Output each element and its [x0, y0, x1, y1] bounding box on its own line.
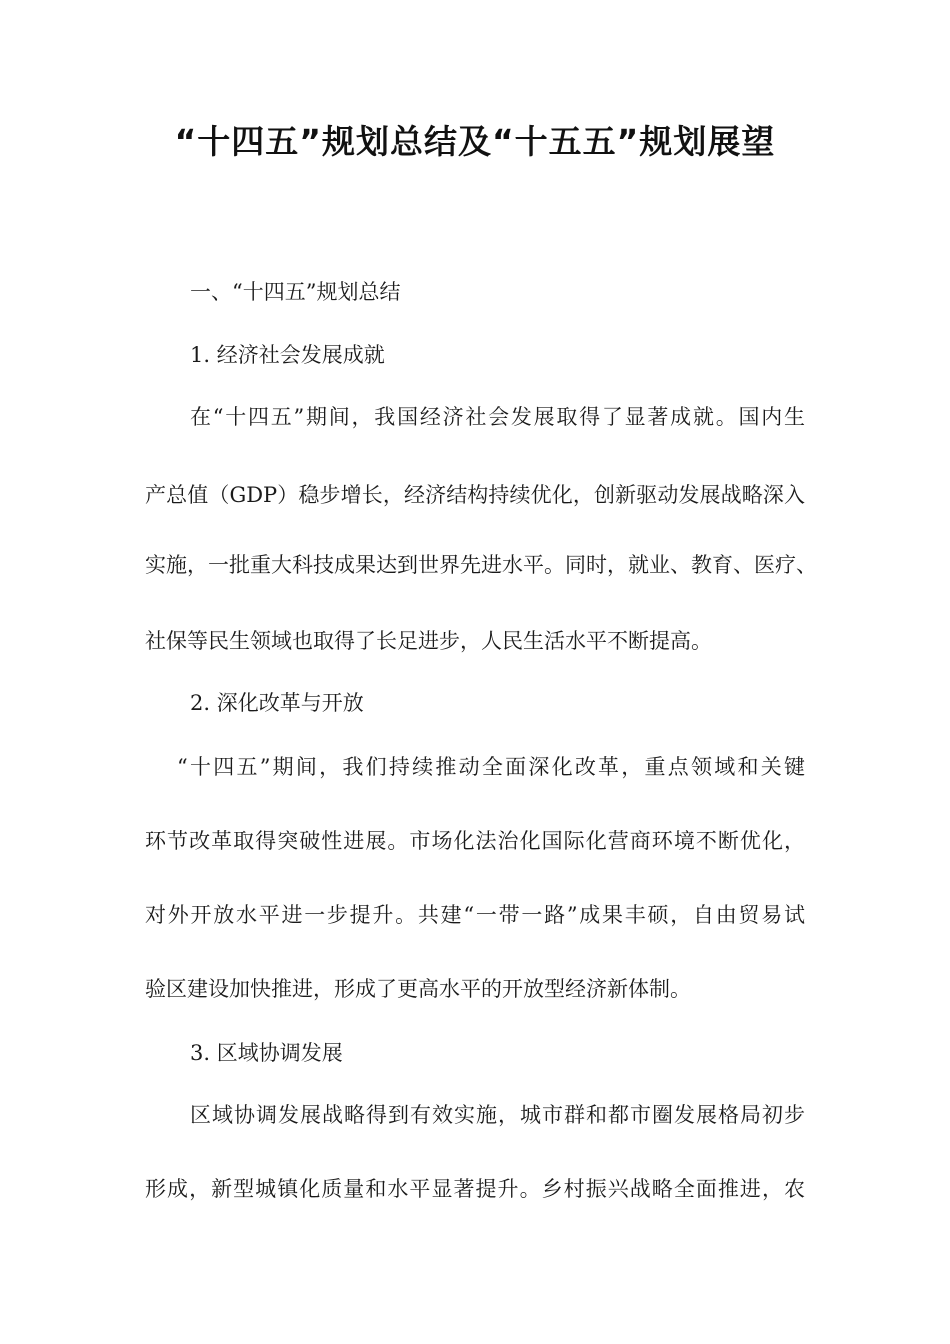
- paragraph-2-line-4: 验区建设加快推进，形成了更高水平的开放型经济新体制。: [145, 977, 691, 1001]
- paragraph-3-line-1: 区域协调发展战略得到有效实施，城市群和都市圈发展格局初步: [190, 1103, 805, 1127]
- subsection-heading-3: 3. 区域协调发展: [190, 1041, 343, 1065]
- paragraph-2-line-3: 对外开放水平进一步提升。共建“一带一路”成果丰硕，自由贸易试: [145, 903, 805, 927]
- paragraph-3-line-2: 形成，新型城镇化质量和水平显著提升。乡村振兴战略全面推进，农: [145, 1177, 805, 1201]
- subsection-heading-2: 2. 深化改革与开放: [190, 691, 364, 715]
- paragraph-2-line-2: 环节改革取得突破性进展。市场化法治化国际化营商环境不断优化，: [145, 829, 805, 853]
- paragraph-1-line-3: 实施，一批重大科技成果达到世界先进水平。同时，就业、教育、医疗、: [145, 553, 817, 577]
- subsection-heading-1: 1. 经济社会发展成就: [190, 343, 385, 367]
- document-title: “十四五”规划总结及“十五五”规划展望: [174, 122, 776, 161]
- section-heading-1: 一、“十四五”规划总结: [190, 280, 401, 304]
- paragraph-1-line-1: 在“十四五”期间，我国经济社会发展取得了显著成就。国内生: [190, 405, 805, 429]
- paragraph-2-line-1: “十四五”期间，我们持续推动全面深化改革，重点领域和关键: [177, 755, 805, 779]
- paragraph-1-line-4: 社保等民生领域也取得了长足进步，人民生活水平不断提高。: [145, 629, 712, 653]
- paragraph-1-line-2: 产总值（GDP）稳步增长，经济结构持续优化，创新驱动发展战略深入: [145, 483, 805, 507]
